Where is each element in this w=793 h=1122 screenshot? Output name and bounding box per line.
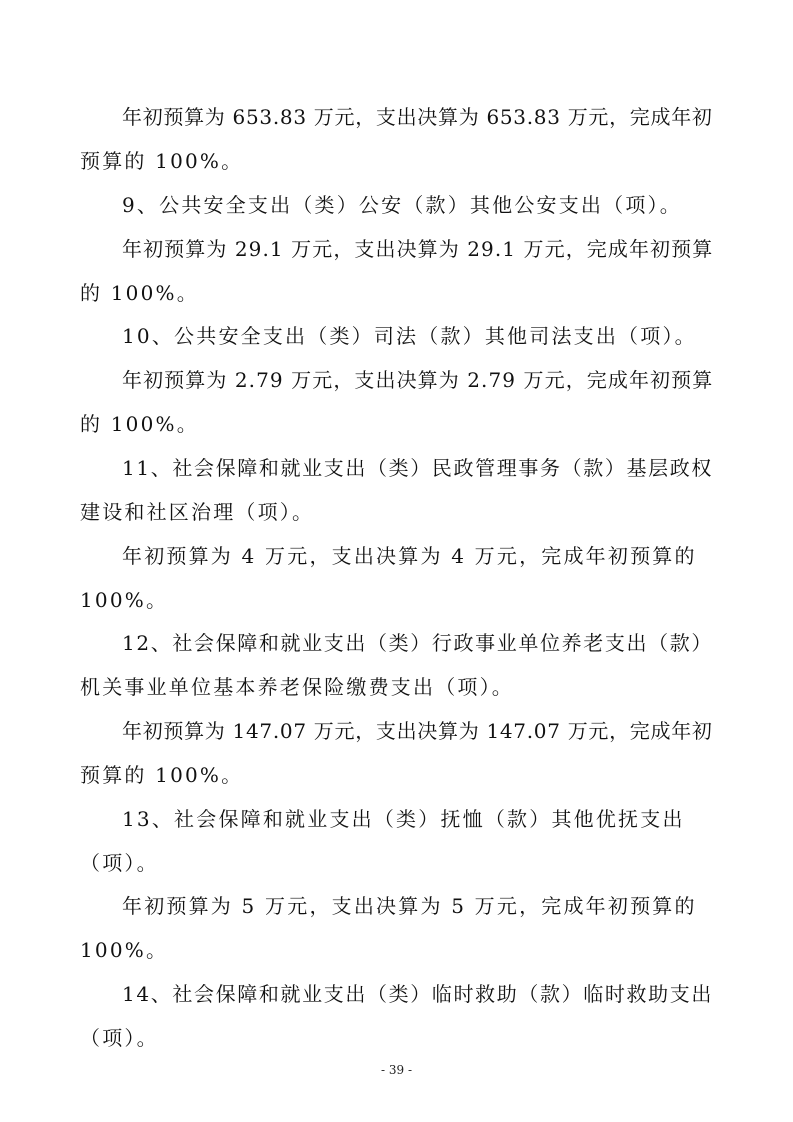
text-line: 年初预算为 147.07 万元，支出决算为 147.07 万元，完成年初	[122, 719, 713, 743]
text-line: 年初预算为 653.83 万元，支出决算为 653.83 万元，完成年初	[122, 105, 713, 129]
text-line: 机关事业单位基本养老保险缴费支出（项）。	[80, 675, 514, 699]
text-line: 100%。	[80, 938, 169, 962]
text-line: （项）。	[80, 1026, 159, 1050]
text-line: 的 100%。	[80, 412, 199, 436]
text-line: （项）。	[80, 851, 159, 875]
text-line: 13、社会保障和就业支出（类）抚恤（款）其他优抚支出	[122, 807, 685, 831]
text-line: 9、公共安全支出（类）公安（款）其他公安支出（项）。	[122, 193, 682, 217]
text-line: 14、社会保障和就业支出（类）临时救助（款）临时救助支出	[122, 982, 714, 1006]
text-line: 预算的 100%。	[80, 763, 244, 787]
text-line: 预算的 100%。	[80, 149, 244, 173]
text-line: 的 100%。	[80, 281, 199, 305]
text-line: 年初预算为 29.1 万元，支出决算为 29.1 万元，完成年初预算	[122, 237, 714, 261]
text-line: 10、公共安全支出（类）司法（款）其他司法支出（项）。	[122, 324, 697, 348]
text-line: 12、社会保障和就业支出（类）行政事业单位养老支出（款）	[122, 631, 714, 655]
text-line: 建设和社区治理（项）。	[80, 500, 315, 524]
text-line: 100%。	[80, 588, 169, 612]
page-number: - 39 -	[380, 1063, 412, 1077]
text-line: 年初预算为 2.79 万元，支出决算为 2.79 万元，完成年初预算	[122, 368, 714, 392]
text-line: 年初预算为 5 万元，支出决算为 5 万元，完成年初预算的	[122, 894, 697, 918]
text-line: 年初预算为 4 万元，支出决算为 4 万元，完成年初预算的	[122, 544, 697, 568]
text-line: 11、社会保障和就业支出（类）民政管理事务（款）基层政权	[122, 456, 714, 480]
